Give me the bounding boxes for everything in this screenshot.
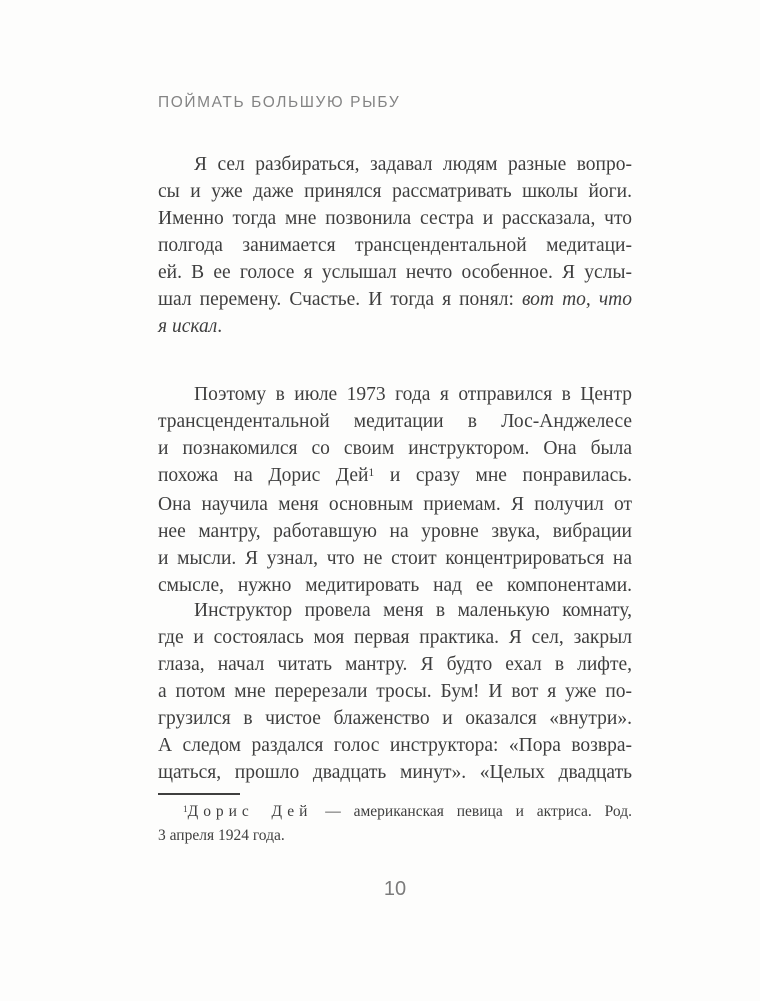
footnote-divider xyxy=(158,793,240,795)
text-line: а потом мне перерезали тросы. Бум! И вот я уже по- xyxy=(158,681,632,702)
italic-segment: я искал xyxy=(158,316,218,337)
text-segment: . xyxy=(217,316,223,337)
text-segment: шал перемену. Счастье. И тогда я понял: xyxy=(158,289,522,310)
text-line: А следом раздался голос инструктора: «Пора возвра- xyxy=(158,735,632,756)
footnote-line: 3 апреля 1924 года. xyxy=(158,827,285,844)
text-line: где и состоялась моя первая практика. Я сел, закрыл xyxy=(158,627,632,648)
footnote-reference-marker: 1 xyxy=(368,465,375,479)
paragraph-1 xyxy=(158,151,632,340)
text-line: Поэтому в июле 1973 года я отправился в Центр xyxy=(194,384,632,405)
text-line: глаза, начал читать мантру. Я будто ехал в лифте, xyxy=(158,654,632,675)
text-line xyxy=(158,313,632,340)
text-line: нее мантру, работавшую на уровне звука, вибрации xyxy=(158,521,632,542)
text-segment: — американская певица и актриса. Род. xyxy=(312,803,632,820)
text-line: Именно тогда мне позвонила сестра и рассказала, что xyxy=(158,208,632,229)
page-number: 10 xyxy=(383,878,407,900)
footnote-marker: 1 xyxy=(183,804,188,815)
text-segment: похожа на Дорис Дей xyxy=(158,465,369,486)
footnote-line xyxy=(158,801,632,825)
text-line: смысле, нужно медитировать над ее компонентами. xyxy=(158,575,632,596)
text-line: Я сел разбираться, задавал людям разные вопро- xyxy=(194,154,632,175)
text-line: сы и уже даже принялся рассматривать школы йоги. xyxy=(158,181,632,202)
footnote xyxy=(158,801,632,846)
text-line: и познакомился со своим инструктором. Она была xyxy=(158,438,632,459)
text-line xyxy=(158,286,632,313)
text-segment: и сразу мне понравилась. xyxy=(374,465,632,486)
text-line: ей. В ее голосе я услышал нечто особенное. Я услы- xyxy=(158,262,632,283)
text-line: и мысли. Я узнал, что не стоит концентрироваться на xyxy=(158,548,632,569)
text-line: Инструктор провела меня в маленькую комнату, xyxy=(194,600,632,621)
text-line: трансцендентальной медитации в Лос-Анджелесе xyxy=(158,411,632,432)
italic-segment: вот то, что xyxy=(521,289,632,310)
text-line: грузился в чистое блаженство и оказался «внутри». xyxy=(158,708,632,729)
running-header: ПОЙМАТЬ БОЛЬШУЮ РЫБУ xyxy=(158,94,401,111)
text-line xyxy=(158,462,632,491)
text-line: Она научила меня основным приемам. Я получил от xyxy=(158,494,632,515)
text-line: полгода занимается трансцендентальной медитаци- xyxy=(158,235,632,256)
text-line: щаться, прошло двадцать минут». «Целых двадцать xyxy=(158,762,632,783)
footnote-person-name: Дорис Дей xyxy=(187,803,313,820)
paragraph-2 xyxy=(158,381,632,599)
paragraph-3 xyxy=(158,597,632,786)
